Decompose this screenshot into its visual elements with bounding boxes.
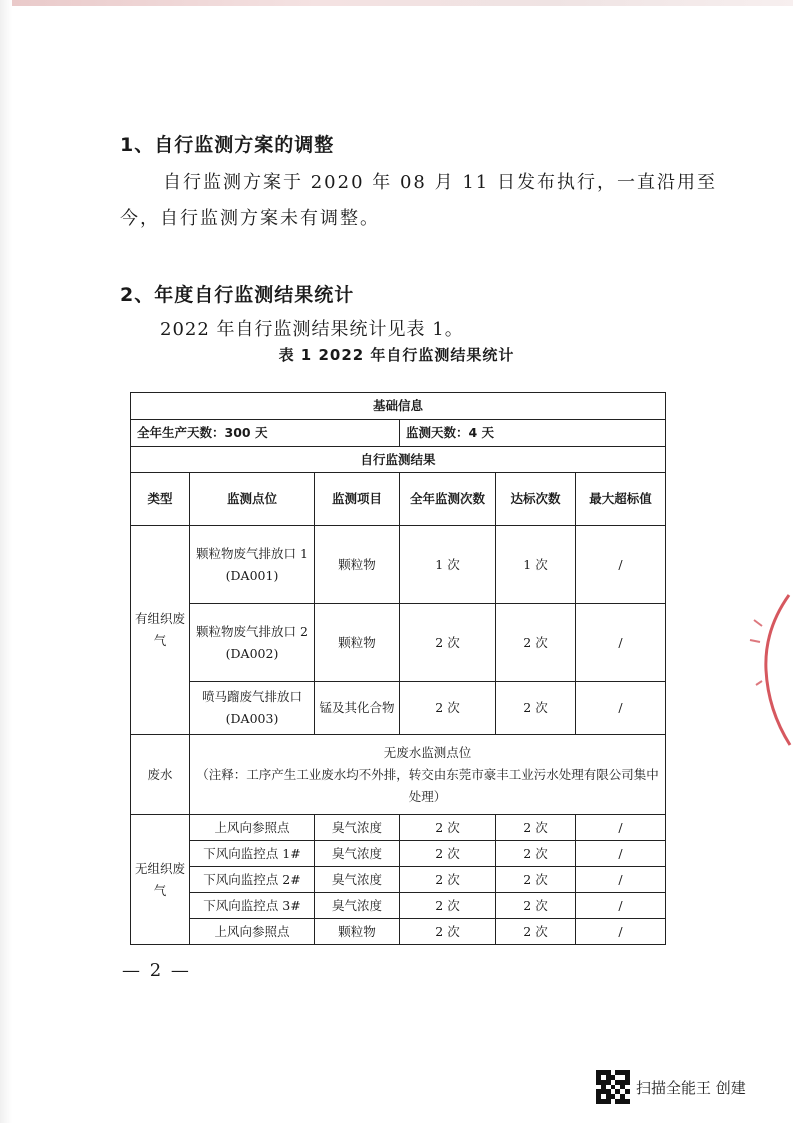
passed-cell: 2 次: [496, 841, 576, 867]
passed-cell: 2 次: [496, 682, 576, 735]
section-2-intro: 2022 年自行监测结果统计见表 1。: [160, 319, 464, 340]
scanner-watermark-text: 扫描全能王 创建: [636, 1078, 746, 1097]
passed-cell: 2 次: [496, 867, 576, 893]
point-cell: 下风向监控点 1#: [190, 841, 315, 867]
qr-code-icon: [596, 1070, 630, 1104]
item-cell: 臭气浓度: [315, 893, 400, 919]
scan-left-shade: [0, 0, 12, 1123]
wastewater-line-2: （注释：工序产生工业废水均不外排，转交由东莞市豪丰工业污水处理有限公司集中处理）: [196, 766, 659, 804]
point-cell: 上风向参照点: [190, 815, 315, 841]
header-passed-count: 达标次数: [496, 473, 576, 526]
section-1-line-1: 自行监测方案于 2020 年 08 月 11 日发布执行，一直沿用至: [163, 172, 717, 193]
point-cell: 上风向参照点: [190, 919, 315, 945]
point-cell: 下风向监控点 2#: [190, 867, 315, 893]
max-cell: /: [576, 682, 666, 735]
passed-cell: 2 次: [496, 893, 576, 919]
count-cell: 2 次: [400, 815, 496, 841]
max-cell: /: [576, 526, 666, 604]
section-1-heading: 1、自行监测方案的调整: [120, 134, 335, 156]
passed-cell: 1 次: [496, 526, 576, 604]
max-cell: /: [576, 841, 666, 867]
wastewater-line-1: 无废水监测点位: [383, 744, 472, 760]
count-cell: 2 次: [400, 893, 496, 919]
header-item: 监测项目: [315, 473, 400, 526]
section-1-line-2: 今，自行监测方案未有调整。: [120, 208, 380, 229]
table-row: [131, 841, 666, 867]
max-cell: /: [576, 893, 666, 919]
item-cell: 臭气浓度: [315, 815, 400, 841]
table-row: [131, 393, 666, 420]
page-number: — 2 —: [122, 960, 191, 981]
table-row: [131, 447, 666, 473]
max-cell: /: [576, 919, 666, 945]
scanner-watermark: [596, 1070, 746, 1104]
table-header-row: [131, 473, 666, 526]
count-cell: 2 次: [400, 867, 496, 893]
count-cell: 2 次: [400, 841, 496, 867]
table-row: [131, 526, 666, 604]
production-days: 全年生产天数：300 天: [131, 420, 400, 447]
scan-top-edge: [0, 0, 793, 6]
basic-info-title: 基础信息: [131, 393, 666, 420]
red-stamp-partial: [744, 590, 793, 750]
table-row: [131, 815, 666, 841]
wastewater-note-cell: [190, 735, 666, 815]
wastewater-type-cell: 废水: [131, 735, 190, 815]
item-cell: 锰及其化合物: [315, 682, 400, 735]
table-caption: 表 1 2022 年自行监测结果统计: [278, 346, 515, 364]
item-cell: 臭气浓度: [315, 867, 400, 893]
table-row: [131, 735, 666, 815]
table-row: [131, 682, 666, 735]
count-cell: 1 次: [400, 526, 496, 604]
table-row: [131, 420, 666, 447]
unorganized-type-cell: 无组织废气: [131, 815, 190, 945]
section-2-heading: 2、年度自行监测结果统计: [120, 284, 355, 306]
table-row: [131, 604, 666, 682]
point-cell: 喷马蹓废气排放口 (DA003): [190, 682, 315, 735]
passed-cell: 2 次: [496, 604, 576, 682]
table-row: [131, 919, 666, 945]
monitoring-result-table: [130, 392, 666, 945]
point-cell: 颗粒物废气排放口 2 (DA002): [190, 604, 315, 682]
max-cell: /: [576, 867, 666, 893]
passed-cell: 2 次: [496, 919, 576, 945]
item-cell: 臭气浓度: [315, 841, 400, 867]
passed-cell: 2 次: [496, 815, 576, 841]
max-cell: /: [576, 604, 666, 682]
max-cell: /: [576, 815, 666, 841]
count-cell: 2 次: [400, 682, 496, 735]
header-type: 类型: [131, 473, 190, 526]
monitoring-days: 监测天数：4 天: [400, 420, 666, 447]
point-cell: 下风向监控点 3#: [190, 893, 315, 919]
point-cell: 颗粒物废气排放口 1 (DA001): [190, 526, 315, 604]
count-cell: 2 次: [400, 604, 496, 682]
results-title: 自行监测结果: [131, 447, 666, 473]
header-max-exceed: 最大超标值: [576, 473, 666, 526]
item-cell: 颗粒物: [315, 526, 400, 604]
table-row: [131, 893, 666, 919]
header-annual-count: 全年监测次数: [400, 473, 496, 526]
table-row: [131, 867, 666, 893]
header-point: 监测点位: [190, 473, 315, 526]
organized-type-cell: 有组织废气: [131, 526, 190, 735]
count-cell: 2 次: [400, 919, 496, 945]
item-cell: 颗粒物: [315, 604, 400, 682]
item-cell: 颗粒物: [315, 919, 400, 945]
